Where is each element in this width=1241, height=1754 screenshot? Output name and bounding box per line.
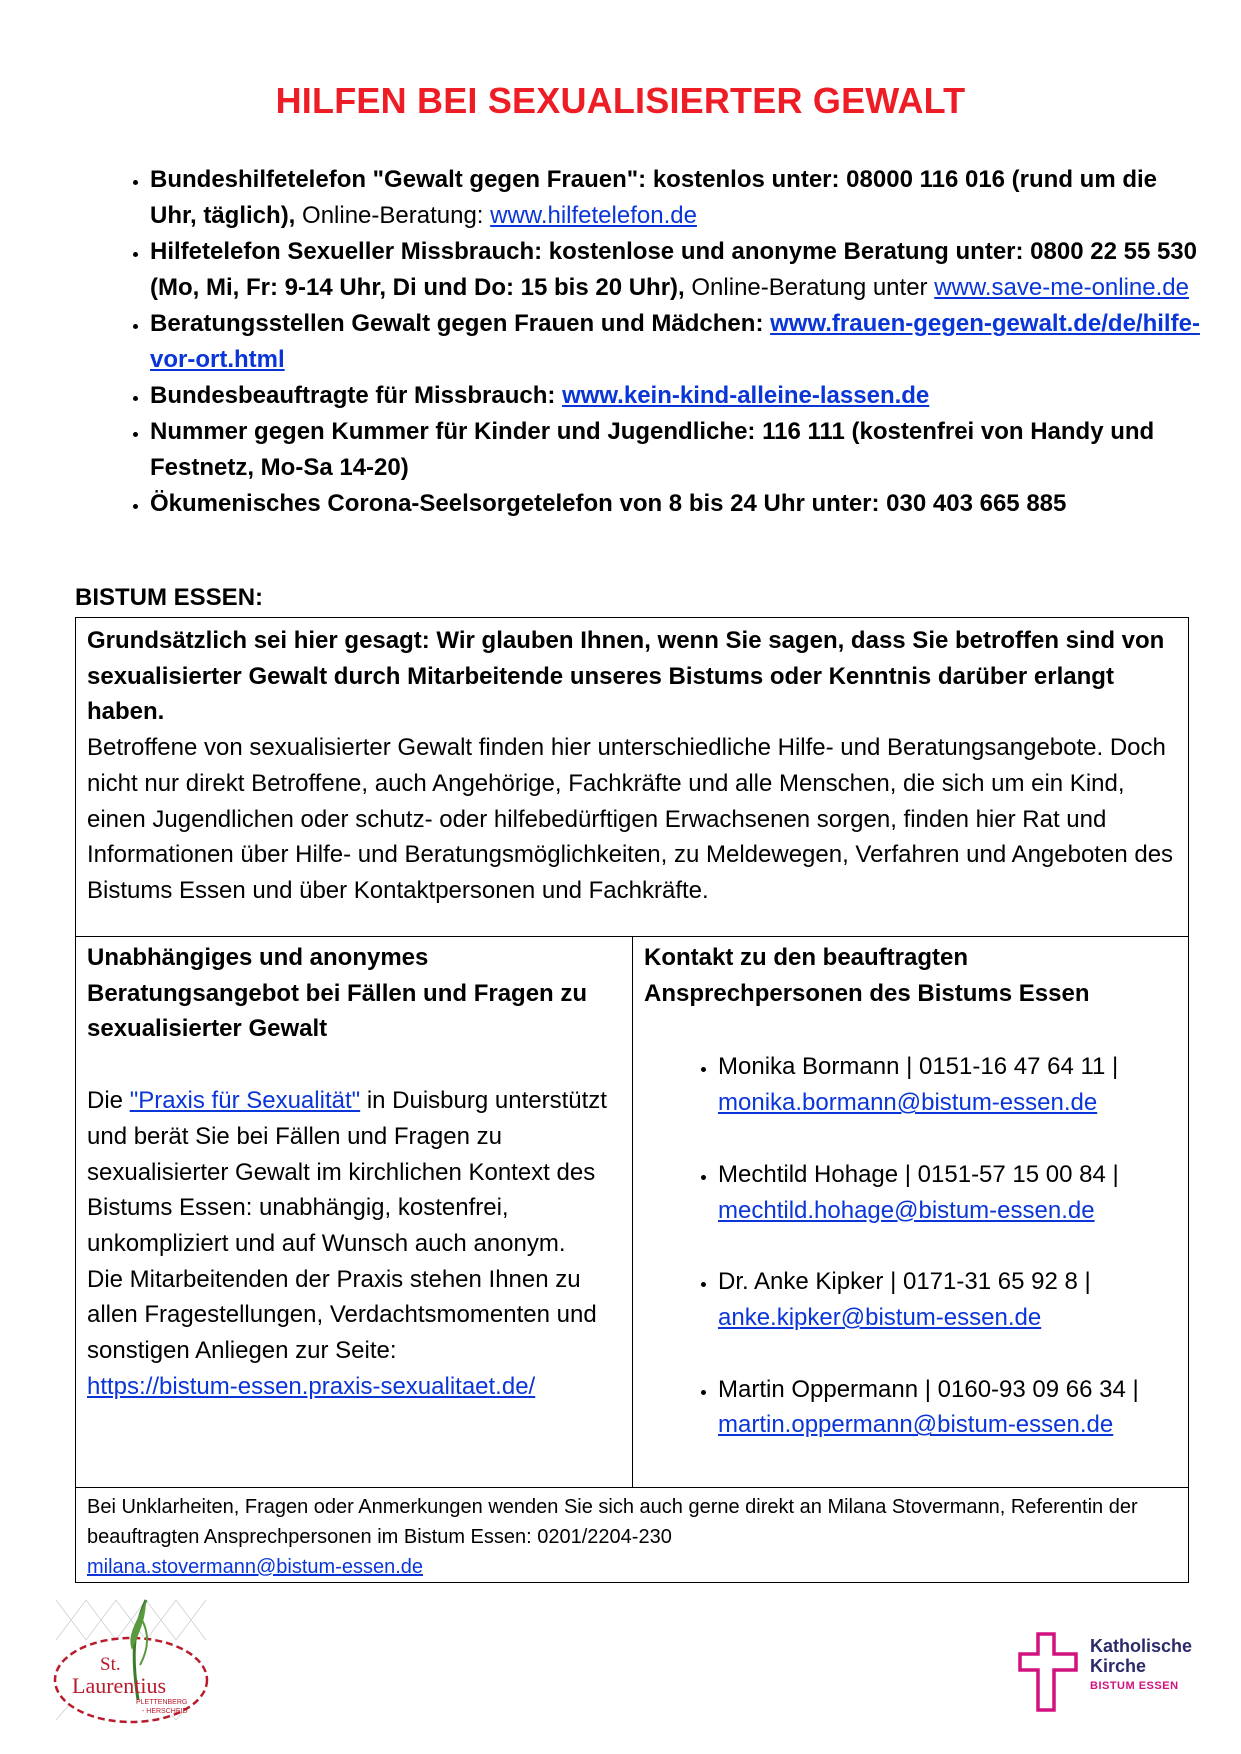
list-item xyxy=(150,378,1210,414)
hotline-list xyxy=(110,162,1210,522)
logo-kk-text xyxy=(1090,1636,1192,1676)
hotline-bold-text: Ökumenisches Corona-Seelsorgetelefon von 8 bis 24 Uhr unter: 030 403 665 885 xyxy=(150,490,1067,517)
contact-text: Mechtild Hohage | 0151-57 15 00 84 | xyxy=(718,1160,1119,1188)
contact-list xyxy=(644,1049,1182,1443)
praxis-heading: Unabhängiges und anonymes Beratungsangebot bei Fällen und Fragen zu sexualisierter Gewalt xyxy=(87,944,588,1043)
logo-text-herscheid: - HERSCHEID xyxy=(142,1708,188,1715)
praxis-text-2: Die Mitarbeitenden der Praxis stehen Ihnen zu allen Fragestellungen, Verdachtsmomenten und sonstigen Anliegen zur Seite: xyxy=(87,1265,597,1365)
praxis-paragraph xyxy=(87,1083,622,1262)
cross-icon xyxy=(1018,1632,1080,1712)
logo-text-plettenberg: PLETTENBERG xyxy=(136,1699,188,1706)
hotline-bold-text: Hilfetelefon Sexueller Missbrauch: kostenlose und anonyme Beratung unter: 0800 22 55 530 (Mo, Mi, Fr: 9-14 Uhr, Di und Do: 15 bis 20 Uhr), xyxy=(150,238,1197,301)
list-item xyxy=(718,1049,1182,1120)
footer-email-link[interactable]: milana.stovermann@bistum-essen.de xyxy=(87,1556,424,1578)
kein-kind-alleine-lassen-link[interactable]: www.kein-kind-alleine-lassen.de xyxy=(562,382,930,409)
praxis-text-before: Die xyxy=(87,1087,130,1115)
hotline-bold-text: Beratungsstellen Gewalt gegen Frauen und Mädchen: xyxy=(150,310,771,337)
hotline-bold-text: Bundesbeauftragte für Missbrauch: xyxy=(150,382,563,409)
contacts-cell xyxy=(633,937,1188,1488)
list-item xyxy=(718,1157,1182,1228)
bistum-heading: BISTUM ESSEN: xyxy=(75,584,264,611)
frauen-gegen-gewalt-link[interactable]: www.frauen-gegen-gewalt.de/de/hilfe-vor-ort.html xyxy=(150,310,1200,373)
hotline-bold-text: Bundeshilfetelefon "Gewalt gegen Frauen": kostenlos unter: 08000 116 016 (rund um die Uhr, täglich), xyxy=(150,166,1158,229)
logo-text-st: St. xyxy=(100,1654,121,1675)
list-item xyxy=(150,414,1210,486)
list-item xyxy=(718,1372,1182,1443)
intro-bold-text: Grundsätzlich sei hier gesagt: Wir glauben Ihnen, wenn Sie sagen, dass Sie betroffen sind von sexualisierter Gewalt durch Mitarbeitende unseres Bistums oder Kenntnis darüber erlangt haben. xyxy=(87,627,1165,726)
page-title: HILFEN BEI SEXUALISIERTER GEWALT xyxy=(275,80,966,121)
contact-text: Dr. Anke Kipker | 0171-31 65 92 8 | xyxy=(718,1268,1091,1296)
contact-text: Martin Oppermann | 0160-93 09 66 34 | xyxy=(718,1375,1139,1403)
praxis-url-link[interactable]: https://bistum-essen.praxis-sexualitaet.de/ xyxy=(87,1372,536,1400)
list-item xyxy=(150,162,1210,234)
praxis-fuer-sexualitaet-link[interactable]: "Praxis für Sexualität" xyxy=(129,1087,361,1115)
contacts-heading: Kontakt zu den beauftragten Ansprechpersonen des Bistums Essen xyxy=(644,944,1090,1007)
list-item xyxy=(150,234,1210,306)
intro-cell xyxy=(76,618,1188,937)
contact-text: Monika Bormann | 0151-16 47 64 11 | xyxy=(718,1053,1119,1081)
logo-text-katholische: Katholische xyxy=(1090,1636,1193,1656)
footer-text: Bei Unklarheiten, Fragen oder Anmerkungen wenden Sie sich auch gerne direkt an Milana Stovermann, Referentin der beauftragten Ansprechpersonen im Bistum Essen: 0201/2204-230 xyxy=(87,1496,1138,1548)
intro-text: Betroffene von sexualisierter Gewalt finden hier unterschiedliche Hilfe- und Beratungsangebote. Doch nicht nur direkt Betroffene, auch Angehörige, Fachkräfte und alle Menschen, die sich um ein Kind, einen Jugendlichen oder schutz- oder hilfebedürftigen Erwachsenen sorgen, finden hier Rat und Informationen über Hilfe- und Beratungsmöglichkeiten, zu Meldewegen, Verfahren und Angeboten des Bistums Essen und über Kontaktpersonen und Fachkräfte. xyxy=(87,734,1174,904)
st-laurentius-logo xyxy=(46,1590,216,1730)
hotline-text: Online-Beratung unter xyxy=(684,274,935,301)
hotline-text: Online-Beratung: xyxy=(295,202,491,229)
katholische-kirche-logo xyxy=(1018,1632,1213,1712)
email-link[interactable]: mechtild.hohage@bistum-essen.de xyxy=(718,1196,1095,1224)
list-item xyxy=(150,306,1210,378)
footer-cell xyxy=(76,1488,1188,1582)
list-item xyxy=(150,486,1210,522)
list-item xyxy=(718,1264,1182,1335)
logo-text-bistum-essen: BISTUM ESSEN xyxy=(1090,1680,1179,1692)
praxis-cell xyxy=(76,937,633,1488)
logo-text-laurentius: Laurentius xyxy=(72,1673,167,1698)
email-link[interactable]: martin.oppermann@bistum-essen.de xyxy=(718,1411,1114,1439)
hilfetelefon-link[interactable]: www.hilfetelefon.de xyxy=(490,202,697,229)
praxis-text-after: in Duisburg unterstützt und berät Sie bei Fällen und Fragen zu sexualisierter Gewalt im kirchlichen Kontext des Bistums Essen: unabhängig, kostenfrei, unkompliziert und auf Wunsch auch anonym. xyxy=(87,1087,607,1257)
save-me-online-link[interactable]: www.save-me-online.de xyxy=(934,274,1189,301)
bistum-table xyxy=(75,617,1189,1583)
email-link[interactable]: monika.bormann@bistum-essen.de xyxy=(718,1089,1098,1117)
hotline-bold-text: Nummer gegen Kummer für Kinder und Jugendliche: 116 111 (kostenfrei von Handy und Festnetz, Mo-Sa 14-20) xyxy=(150,418,1155,481)
logo-text-kirche: Kirche xyxy=(1090,1656,1147,1676)
email-link[interactable]: anke.kipker@bistum-essen.de xyxy=(718,1303,1042,1331)
